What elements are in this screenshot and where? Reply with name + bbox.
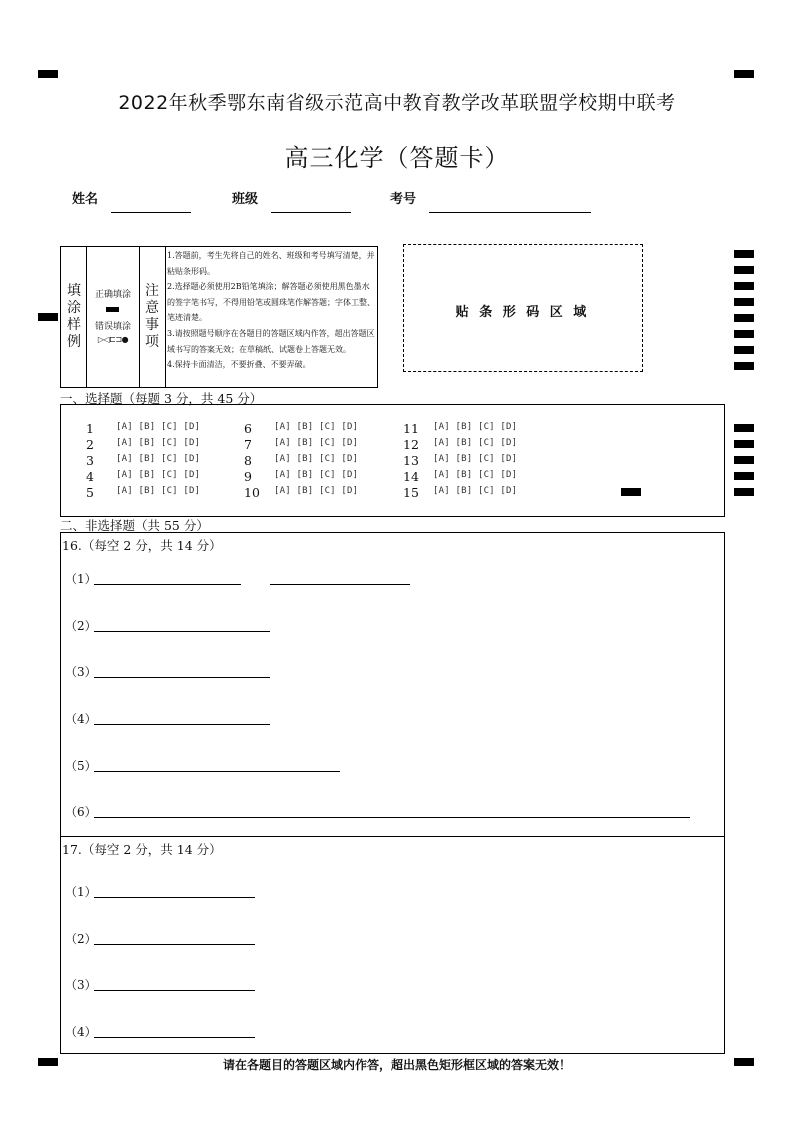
timing-mark	[734, 472, 754, 480]
wrong-fill-label: 错误填涂	[94, 322, 131, 332]
q16-box	[60, 532, 725, 837]
q16-row-label: （6）	[65, 805, 97, 819]
q16-title: 16.（每空 2 分，共 14 分）	[62, 538, 222, 553]
mc-options[interactable]: [A] [B] [C] [D]	[116, 486, 201, 496]
q17-4-answer-line[interactable]	[94, 1036, 255, 1038]
exam-title: 2022年秋季鄂东南省级示范高中教育教学改革联盟学校期中联考	[118, 92, 676, 114]
mc-question-number: 6	[244, 421, 252, 436]
corner-mark	[38, 70, 58, 78]
q16-2-answer-line[interactable]	[94, 630, 270, 632]
q16-row-label: （4）	[65, 712, 97, 726]
notice-item: 2.选择题必须使用2B铅笔填涂；解答题必须使用黑色墨水的签字笔书写，不得用铅笔或圆珠笔作解答题；字体工整、笔迹清楚。	[167, 282, 375, 323]
q16-4-answer-line[interactable]	[94, 723, 270, 725]
mc-options[interactable]: [A] [B] [C] [D]	[274, 422, 359, 432]
timing-mark	[734, 282, 754, 290]
q17-row-label: （1）	[65, 885, 97, 899]
notice-item: 4.保持卡面清洁，不要折叠、不要弄破。	[167, 360, 311, 370]
q17-row-label: （3）	[65, 978, 97, 992]
mc-question-number: 4	[86, 469, 94, 484]
timing-mark	[734, 440, 754, 448]
q16-row-label: （2）	[65, 619, 97, 633]
sheet-subtitle: 高三化学（答题卡）	[284, 144, 510, 172]
mc-question-number: 5	[86, 485, 94, 500]
mc-question-number: 3	[86, 453, 94, 468]
mc-options[interactable]: [A] [B] [C] [D]	[433, 454, 518, 464]
q16-row-label: （3）	[65, 665, 97, 679]
mc-options[interactable]: [A] [B] [C] [D]	[274, 470, 359, 480]
mc-question-number: 14	[403, 469, 419, 484]
fill-sample-vertical-label: 填涂样例	[67, 283, 81, 350]
timing-mark	[734, 424, 754, 432]
q17-title: 17.（每空 2 分，共 14 分）	[62, 842, 222, 857]
mc-options[interactable]: [A] [B] [C] [D]	[274, 454, 359, 464]
q16-row-label: （1）	[65, 572, 97, 586]
q17-1-answer-line[interactable]	[94, 896, 255, 898]
q16-6-answer-line[interactable]	[94, 816, 690, 818]
q16-1-answer-line-b[interactable]	[270, 583, 410, 585]
timing-mark	[734, 456, 754, 464]
mc-question-number: 13	[403, 453, 419, 468]
wrong-fill-sample: ▷◁⊏⊐●	[97, 335, 129, 344]
mc-question-number: 2	[86, 437, 94, 452]
timing-mark	[734, 330, 754, 338]
notice-item: 3.请按照题号顺序在各题目的答题区域内作答，超出答题区域书写的答案无效；在草稿纸、试题卷上答题无效。	[167, 328, 375, 354]
name-label: 姓名	[72, 192, 99, 207]
mc-question-number: 8	[244, 453, 252, 468]
q16-1-answer-line-a[interactable]	[94, 583, 241, 585]
notice-item: 1.答题前，考生先将自己的姓名、班级和考号填写清楚，并粘贴条形码。	[167, 251, 375, 276]
q17-3-answer-line[interactable]	[94, 989, 255, 991]
mc-question-number: 12	[403, 437, 419, 452]
exam-no-label: 考号	[390, 192, 417, 207]
timing-mark	[734, 488, 754, 496]
q17-box	[60, 836, 725, 1054]
timing-mark	[734, 314, 754, 322]
mc-question-number: 9	[244, 469, 252, 484]
q17-row-label: （2）	[65, 932, 97, 946]
q17-2-answer-line[interactable]	[94, 943, 255, 945]
side-mark	[38, 313, 58, 321]
name-field[interactable]	[111, 211, 191, 213]
timing-mark	[734, 362, 754, 370]
mc-options[interactable]: [A] [B] [C] [D]	[116, 438, 201, 448]
mc-question-number: 11	[403, 421, 419, 436]
mc-mark	[621, 488, 641, 496]
q16-5-answer-line[interactable]	[94, 770, 340, 772]
q16-row-label: （5）	[65, 759, 97, 773]
footer-warning: 请在各题目的答题区域内作答，超出黑色矩形框区域的答案无效！	[222, 1058, 571, 1072]
barcode-area	[403, 244, 643, 372]
mc-question-number: 7	[244, 437, 252, 452]
mc-options[interactable]: [A] [B] [C] [D]	[116, 454, 201, 464]
timing-mark	[734, 250, 754, 258]
mc-options[interactable]: [A] [B] [C] [D]	[274, 438, 359, 448]
fill-sample-box	[60, 246, 378, 388]
mc-question-number: 10	[244, 485, 260, 500]
mc-options[interactable]: [A] [B] [C] [D]	[274, 486, 359, 496]
section1-title: 一、选择题（每题 3 分，共 45 分）	[60, 391, 263, 406]
section2-title: 二、非选择题（共 55 分）	[60, 518, 209, 533]
exam-no-field[interactable]	[429, 211, 591, 213]
class-label: 班级	[232, 192, 259, 207]
timing-mark	[734, 346, 754, 354]
mc-options[interactable]: [A] [B] [C] [D]	[433, 470, 518, 480]
barcode-label: 贴 条 形 码 区 域	[455, 305, 590, 320]
timing-mark	[734, 266, 754, 274]
notice-vertical-label: 注意事项	[145, 283, 159, 350]
timing-mark	[734, 298, 754, 306]
mc-options[interactable]: [A] [B] [C] [D]	[116, 422, 201, 432]
mc-options[interactable]: [A] [B] [C] [D]	[433, 422, 518, 432]
correct-fill-label: 正确填涂	[94, 290, 131, 300]
mc-question-number: 1	[86, 421, 94, 436]
mc-options[interactable]: [A] [B] [C] [D]	[116, 470, 201, 480]
mc-question-number: 15	[403, 485, 419, 500]
corner-mark	[734, 70, 754, 78]
mc-options[interactable]: [A] [B] [C] [D]	[433, 438, 518, 448]
class-field[interactable]	[271, 211, 351, 213]
correct-fill-mark	[106, 307, 119, 312]
mc-options[interactable]: [A] [B] [C] [D]	[433, 486, 518, 496]
q17-row-label: （4）	[65, 1025, 97, 1039]
q16-3-answer-line[interactable]	[94, 676, 270, 678]
notice-list	[167, 248, 377, 373]
